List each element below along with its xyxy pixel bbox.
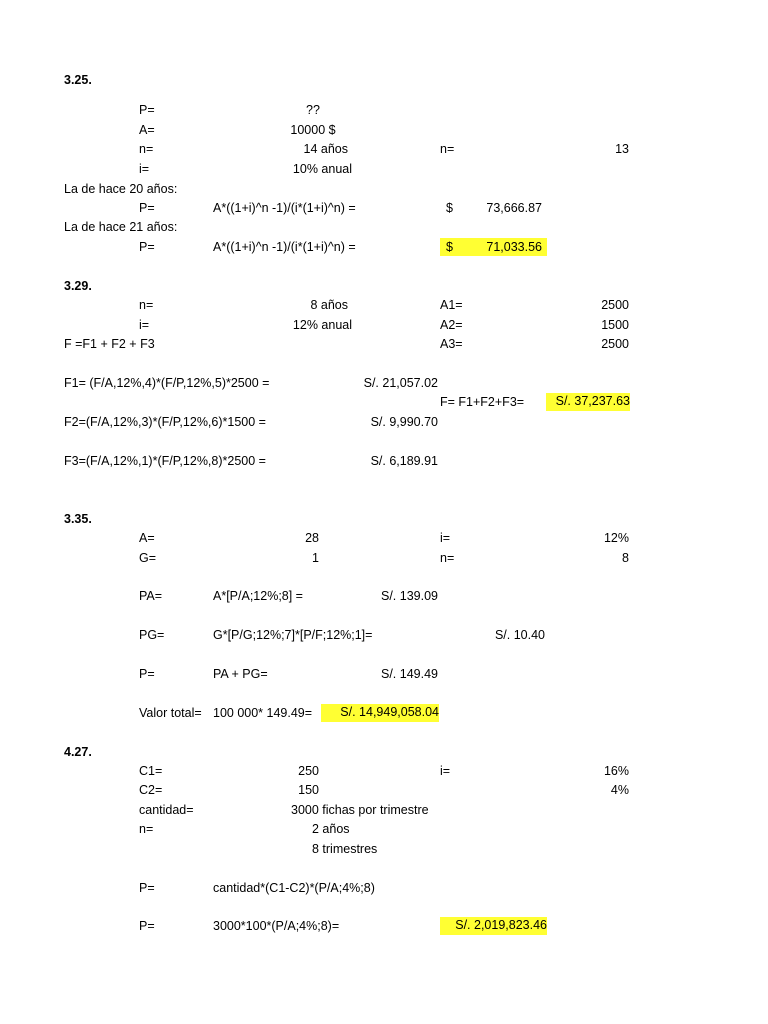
f-sum: F =F1 + F2 + F3 bbox=[64, 337, 155, 351]
p21-currency: $ bbox=[446, 240, 453, 254]
p2-formula: 3000*100*(P/A;4%;8)= bbox=[213, 919, 340, 933]
p-formula: PA + PG= bbox=[213, 667, 268, 681]
n-label: n= bbox=[139, 298, 154, 312]
cantidad-label: cantidad= bbox=[139, 803, 194, 817]
p-value: S/. 149.49 bbox=[381, 667, 438, 681]
a2-value: 1500 bbox=[601, 318, 629, 332]
heading-3-25: 3.25. bbox=[64, 73, 92, 87]
p21-value: 71,033.56 bbox=[486, 240, 542, 254]
a-value: 28 bbox=[305, 531, 319, 545]
a1-label: A1= bbox=[440, 298, 463, 312]
a2-label: A2= bbox=[440, 318, 463, 332]
valor-total-value: S/. 14,949,058.04 bbox=[321, 704, 439, 722]
pg-formula: G*[P/G;12%;7]*[P/F;12%;1]= bbox=[213, 628, 373, 642]
n-value: 14 años bbox=[303, 142, 348, 156]
cantidad-value: 3000 fichas por trimestre bbox=[291, 803, 429, 817]
hace-21-label: La de hace 21 años: bbox=[64, 220, 178, 234]
heading-3-35: 3.35. bbox=[64, 512, 92, 526]
c1-label: C1= bbox=[139, 764, 163, 778]
i-value: 12% anual bbox=[292, 318, 352, 332]
pa-label: PA= bbox=[139, 589, 163, 603]
valor-total-label: Valor total= bbox=[139, 706, 202, 720]
p21-formula: A*((1+i)^n -1)/(i*(1+i)^n) = bbox=[213, 240, 356, 254]
i-value: 10% anual bbox=[292, 162, 352, 176]
f2-value: S/. 9,990.70 bbox=[370, 415, 438, 429]
a-label: A= bbox=[139, 123, 155, 137]
a-value: 10000 $ bbox=[290, 123, 336, 137]
a1-value: 2500 bbox=[601, 298, 629, 312]
p2-value: S/. 2,019,823.46 bbox=[440, 917, 547, 935]
n-value: 2 años bbox=[312, 822, 350, 836]
p-label: P= bbox=[139, 103, 155, 117]
p20-currency: $ bbox=[446, 201, 453, 215]
n-label: n= bbox=[139, 822, 154, 836]
i-value: 12% bbox=[603, 531, 629, 545]
pa-value: S/. 139.09 bbox=[381, 589, 438, 603]
c2-value: 150 bbox=[298, 783, 319, 797]
i2-value: 4% bbox=[610, 783, 629, 797]
f1-formula: F1= (F/A,12%,4)*(F/P,12%,5)*2500 = bbox=[64, 376, 270, 390]
g-label: G= bbox=[139, 551, 157, 565]
f3-formula: F3=(F/A,12%,1)*(F/P,12%,8)*2500 = bbox=[64, 454, 266, 468]
p-label: P= bbox=[139, 667, 155, 681]
i-label: i= bbox=[139, 162, 150, 176]
f3-value: S/. 6,189.91 bbox=[370, 454, 438, 468]
p20-value: 73,666.87 bbox=[486, 201, 542, 215]
n-value: 8 bbox=[622, 551, 629, 565]
valor-total-formula: 100 000* 149.49= bbox=[213, 706, 313, 720]
f-total-value: S/. 37,237.63 bbox=[546, 393, 630, 411]
n-label: n= bbox=[139, 142, 154, 156]
n2-label: n= bbox=[440, 142, 455, 156]
n2-value: 13 bbox=[615, 142, 629, 156]
f2-formula: F2=(F/A,12%,3)*(F/P,12%,6)*1500 = bbox=[64, 415, 266, 429]
i-label: i= bbox=[440, 764, 451, 778]
hace-20-label: La de hace 20 años: bbox=[64, 182, 178, 196]
i-label: i= bbox=[440, 531, 451, 545]
heading-3-29: 3.29. bbox=[64, 279, 92, 293]
a-label: A= bbox=[139, 531, 155, 545]
p-label: P= bbox=[139, 881, 155, 895]
a3-label: A3= bbox=[440, 337, 463, 351]
n-value-trimestres: 8 trimestres bbox=[312, 842, 378, 856]
pg-value: S/. 10.40 bbox=[494, 628, 545, 642]
p2-label: P= bbox=[139, 919, 155, 933]
n-label: n= bbox=[440, 551, 455, 565]
c2-label: C2= bbox=[139, 783, 163, 797]
f-total-label: F= F1+F2+F3= bbox=[440, 395, 525, 409]
f1-value: S/. 21,057.02 bbox=[363, 376, 438, 390]
g-value: 1 bbox=[312, 551, 319, 565]
p21-label: P= bbox=[139, 240, 155, 254]
pg-label: PG= bbox=[139, 628, 165, 642]
a3-value: 2500 bbox=[601, 337, 629, 351]
c1-value: 250 bbox=[298, 764, 319, 778]
i-value: 16% bbox=[603, 764, 629, 778]
heading-4-27: 4.27. bbox=[64, 745, 92, 759]
pa-formula: A*[P/A;12%;8] = bbox=[213, 589, 303, 603]
n-value: 8 años bbox=[310, 298, 348, 312]
p20-label: P= bbox=[139, 201, 155, 215]
p-formula: cantidad*(C1-C2)*(P/A;4%;8) bbox=[213, 881, 375, 895]
i-label: i= bbox=[139, 318, 150, 332]
p-value: ?? bbox=[306, 103, 320, 117]
p20-formula: A*((1+i)^n -1)/(i*(1+i)^n) = bbox=[213, 201, 356, 215]
